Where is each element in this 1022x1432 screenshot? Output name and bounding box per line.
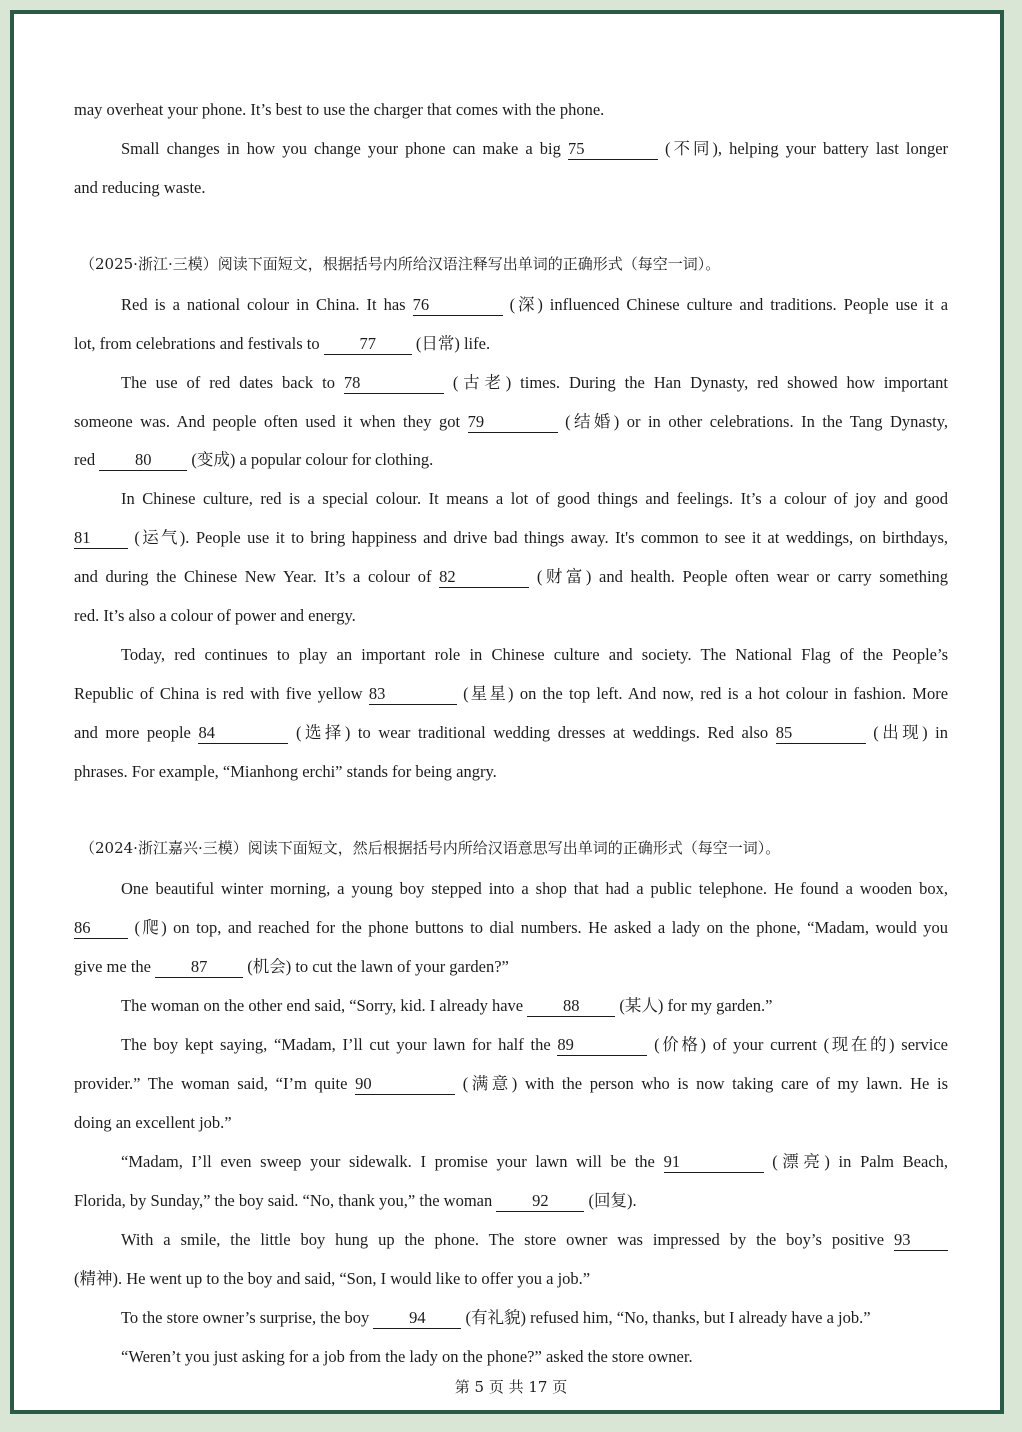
- text-line: 86 (爬) on top, and reached for the phone buttons to dial numbers. He asked a lady on the phone, “Madam, would you: [74, 918, 948, 937]
- answer-blank-81[interactable]: 81: [74, 528, 128, 549]
- text-line: “Weren’t you just asking for a job from the lady on the phone?” asked the store owner.: [121, 1347, 693, 1366]
- text-line: doing an excellent job.”: [74, 1113, 232, 1132]
- answer-blank-79[interactable]: 79: [468, 412, 558, 433]
- text-line: Small changes in how you change your phone can make a big 75 (不同), helping your battery last longer: [121, 139, 948, 158]
- text-line: red. It’s also a colour of power and energy.: [74, 606, 356, 625]
- page-number: 第 5 页 共 17 页: [454, 1378, 568, 1396]
- text-line: 81 (运气). People use it to bring happiness and drive bad things away. It's common to see it at weddings, on birthdays,: [74, 528, 948, 547]
- text-line: (精神). He went up to the boy and said, “Son, I would like to offer you a job.”: [74, 1269, 591, 1288]
- section-header: （2025·浙江·三模）阅读下面短文，根据括号内所给汉语注释写出单词的正确形式（每空一词）。: [80, 255, 721, 273]
- answer-blank-88[interactable]: 88: [527, 996, 615, 1017]
- text-line: provider.” The woman said, “I’m quite 90 (满意) with the person who is now taking care of my lawn. He is: [74, 1074, 948, 1093]
- text-line: may overheat your phone. It’s best to use the charger that comes with the phone.: [74, 100, 605, 119]
- answer-blank-89[interactable]: 89: [557, 1035, 647, 1056]
- text-line: The boy kept saying, “Madam, I’ll cut your lawn for half the 89 (价格) of your current (现在的) service: [121, 1035, 948, 1054]
- text-line: and reducing waste.: [74, 178, 206, 197]
- text-line: Republic of China is red with five yellow 83 (星星) on the top left. And now, red is a hot colour in fashion. More: [74, 684, 948, 703]
- text-line: In Chinese culture, red is a special colour. It means a lot of good things and feelings. It’s a colour of joy and good: [121, 489, 948, 508]
- answer-blank-83[interactable]: 83: [369, 684, 457, 705]
- answer-blank-80[interactable]: 80: [99, 450, 187, 471]
- section-header: （2024·浙江嘉兴·三模）阅读下面短文，然后根据括号内所给汉语意思写出单词的正确形式（每空一词）。: [80, 839, 781, 857]
- text-line: give me the 87 (机会) to cut the lawn of your garden?”: [74, 957, 509, 976]
- answer-blank-87[interactable]: 87: [155, 957, 243, 978]
- page-frame: [10, 10, 1004, 1414]
- answer-blank-76[interactable]: 76: [413, 295, 503, 316]
- text-line: One beautiful winter morning, a young boy stepped into a shop that had a public telephone. He found a wooden box,: [121, 879, 948, 898]
- text-line: With a smile, the little boy hung up the phone. The store owner was impressed by the boy’s positive 93: [74, 1220, 948, 1259]
- text-line: Today, red continues to play an important role in Chinese culture and society. The National Flag of the People’s: [121, 645, 948, 664]
- text-line: and more people 84 (选择) to wear traditional wedding dresses at weddings. Red also 85 (出现) in: [74, 723, 948, 742]
- text-line: red 80 (变成) a popular colour for clothing.: [74, 450, 434, 469]
- answer-blank-78[interactable]: 78: [344, 373, 444, 394]
- text-line: The use of red dates back to 78 (古老) times. During the Han Dynasty, red showed how important: [121, 373, 948, 392]
- answer-blank-94[interactable]: 94: [373, 1308, 461, 1329]
- text-line: and during the Chinese New Year. It’s a colour of 82 (财富) and health. People often wear or carry something: [74, 567, 948, 586]
- answer-blank-77[interactable]: 77: [324, 334, 412, 355]
- answer-blank-84[interactable]: 84: [198, 723, 288, 744]
- text-line: Florida, by Sunday,” the boy said. “No, thank you,” the woman 92 (回复).: [74, 1191, 637, 1210]
- answer-blank-91[interactable]: 91: [664, 1152, 764, 1173]
- text-line: To the store owner’s surprise, the boy 94 (有礼貌) refused him, “No, thanks, but I already have a job.”: [121, 1308, 871, 1327]
- text-line: phrases. For example, “Mianhong erchi” stands for being angry.: [74, 762, 497, 781]
- text-line: lot, from celebrations and festivals to 77 (日常) life.: [74, 334, 491, 353]
- answer-blank-82[interactable]: 82: [439, 567, 529, 588]
- answer-blank-90[interactable]: 90: [355, 1074, 455, 1095]
- answer-blank-75[interactable]: 75: [568, 139, 658, 160]
- answer-blank-85[interactable]: 85: [776, 723, 866, 744]
- answer-blank-93[interactable]: 93: [894, 1230, 948, 1251]
- text-line: The woman on the other end said, “Sorry, kid. I already have 88 (某人) for my garden.”: [121, 996, 773, 1015]
- text-line: someone was. And people often used it when they got 79 (结婚) or in other celebrations. In the Tang Dynasty,: [74, 412, 948, 431]
- answer-blank-86[interactable]: 86: [74, 918, 128, 939]
- text-line: “Madam, I’ll even sweep your sidewalk. I promise your lawn will be the 91 (漂亮) in Palm Beach,: [121, 1152, 948, 1171]
- text-line: Red is a national colour in China. It has 76 (深) influenced Chinese culture and traditions. People use it a: [121, 295, 948, 314]
- answer-blank-92[interactable]: 92: [496, 1191, 584, 1212]
